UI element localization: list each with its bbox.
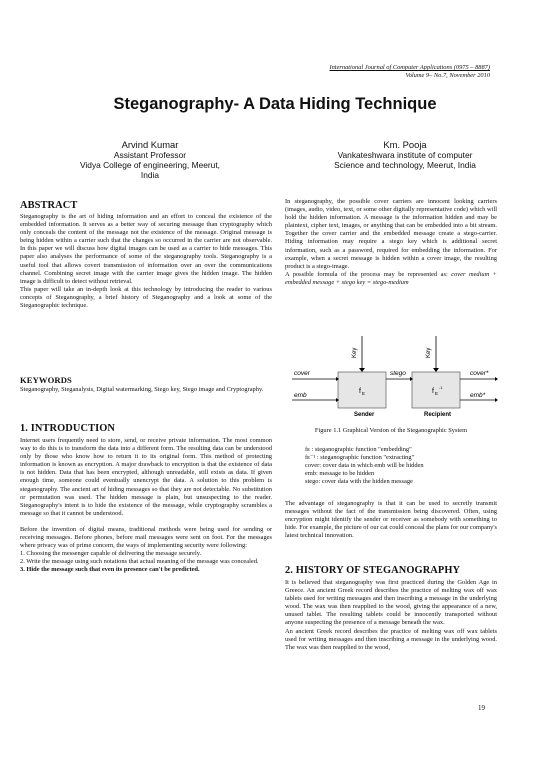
right-intro [285, 198, 497, 287]
def-cover: cover: cover data in which emb will be hidden [305, 462, 424, 470]
key-label-left: Key [352, 347, 358, 358]
extracting-box [412, 372, 460, 408]
keywords-text: Steganography, Steganalysis, Digital watermarking, Stego key, Stego image and Cryptography. [20, 386, 264, 393]
cover-out-label: cover* [470, 370, 489, 377]
emb-out-arrowhead [495, 398, 498, 402]
abstract-paragraph: This paper will take an in-depth look at this technology by introducing the reader to various concepts of Steganography, a brief history of Steganography and a look at some of the Steganographic technique. [20, 285, 272, 310]
author-1-affiliation: Vidya College of engineering, Meerut, India [80, 160, 220, 180]
author-1-role: Assistant Professor [113, 150, 187, 160]
fe-sub: E [362, 391, 366, 396]
sender-label: Sender [354, 412, 375, 418]
keywords-section [20, 375, 272, 394]
intro-list-item: 2. Write the message using such notations that actual meaning of the message was concealed. [20, 558, 259, 566]
cover-out-arrowhead [495, 377, 498, 381]
history-paragraph: An ancient Greek record describes the practice of melting wax off wax tablets used for writing messages and then inscribing a message in the underlying wood. The wax was then reapplied to the wood, [285, 627, 497, 651]
def-fe-inverse: fᴇ⁻¹ : steganographic function "extracting" [305, 454, 415, 462]
advantage-paragraph: The advantage of steganography is that it can be used to secretly transmit messages without the fact of the transmission being discovered. Often, using encryption might identify the sender or receiver as somebody with something to hide. For example, the picture of our cat could conceal the plans for our company's latest technical innovation. [285, 500, 497, 540]
abstract-section [20, 200, 272, 310]
keywords-heading: KEYWORDS [20, 375, 72, 385]
intro-paragraph: Before the invention of digital means, traditional methods were being used for sending or receiving messages. Before phones, before mail messages were sent on foot. For the messages where privacy was of prime concern, the ways of implementing security were following: [20, 525, 272, 550]
author-2-role: Vankateshwara institute of computer [337, 150, 473, 160]
abstract-paragraph: Steganography is the art of hiding information and an effort to conceal the existence of the embedded information. It serves as a better way of securing message than cryptography which only conceals the content of the message not the existence of the message. Original message is being hidden within a carrier such that the changes so occurred in the carrier are not observable. In this paper we will discuss how digital images can be used as a carrier to hide messages. This paper also analyses the performance of some of the steganography tools. Steganography is a useful tool that allows covert transmission of information over an over the communications channel. Combining secret image with the carrier image gives the hidden image. The hidden image is difficult to detect without retrieval. [20, 213, 272, 285]
journal-header [329, 64, 490, 80]
intro-list-item: 1. Choosing the messenger capable of delivering the message securely. [20, 550, 202, 558]
recipient-label: Recipient [424, 412, 452, 418]
author-1-name: Arvind Kumar [121, 139, 179, 150]
author-1 [70, 140, 230, 180]
journal-name: International Journal of Computer Applications (0975 – 8887) [329, 64, 490, 71]
introduction-heading: 1. INTRODUCTION [20, 423, 116, 434]
paper-title: Steganography- A Data Hiding Technique [113, 95, 437, 113]
stego-system-figure [290, 328, 500, 418]
def-stego: stego: cover data with the hidden message [305, 478, 413, 486]
fd-sup: -1 [439, 385, 443, 390]
fd-sub: E [435, 391, 439, 396]
def-fe: fᴇ : steganographic function "embedding" [305, 446, 412, 453]
def-emb: emb: message to be hidden [305, 470, 375, 478]
formula-lead: A possible formula of the process may be represented as: [285, 270, 448, 278]
formula [285, 271, 497, 287]
author-2 [320, 140, 490, 170]
key-label-right: Key [426, 347, 432, 358]
intro-paragraph: Internet users frequently need to store, send, or receive private information. The most common way to do this is to transform the data into a different form. The resulting data can be understood only by those who know how to return it to its original form. This method of protecting information is known as encryption. A major drawback to encryption is that the existence of data is not hidden. Data that has been encrypted, although unreadable, still exists as data. If given enough time, someone could eventually unencrypt the data. A solution to this problem is steganography. The ancient art of hiding messages so that they are not detectable. No substitution or permutation was used. The hidden message is plain, but unsuspecting to the reader. Steganography's intent is to hide the existence of the message, while cryptography scrambles a message so that it cannot be understood. [20, 437, 272, 517]
emb-out-label: emb* [470, 392, 486, 399]
intro-list-item-bold: 3. Hide the message such that even its presence can't be predicted. [20, 566, 200, 574]
history-section [285, 565, 497, 652]
embedding-box [338, 372, 386, 408]
history-heading: 2. HISTORY OF STEGANOGRAPHY [285, 565, 461, 576]
introduction-section [20, 423, 272, 575]
abstract-heading: ABSTRACT [20, 200, 78, 211]
journal-volume: Volume 9– No.7, November 2010 [405, 72, 490, 79]
history-body [285, 579, 497, 652]
introduction-body [20, 437, 272, 575]
page-number: 19 [478, 704, 485, 712]
fe-label: f [359, 388, 361, 395]
cover-label: cover [294, 370, 310, 377]
fd-label: f [432, 388, 434, 395]
stego-label: stego [390, 370, 406, 377]
abstract-body [20, 213, 272, 310]
figure-definitions [305, 446, 495, 486]
emb-label: emb [294, 392, 307, 399]
right-intro-paragraph: In steganography, the possible cover carriers are innocent looking carriers (images, audio, video, text, or some other digitally representative code) which will hold the hidden information. A message is the information hidden and may be plaintext, cipher text, images, or anything that can be embedded into a bit stream. Together the cover carrier and the embedded message create a stego-carrier. Hiding information may require a stego key which is additional secret information, such as a password, required for embedding the information. For example, when a secret message is hidden within a cover image, the resulting product is a stego-image. [285, 198, 497, 270]
formula-expr: cover medium + embedded message + stego key = stego-medium [285, 270, 497, 286]
key-arrowhead-left [359, 368, 365, 372]
history-paragraph: It is believed that steganography was first practiced during the Golden Age in Greece. An ancient Greek record describes the practice of melting wax off wax tablets used for writing messages and then inscribing a message in the underlying wood. The wax was then reapplied to the wood, giving the appearance of a new, unused tablet. The resulting tablets could be innocently transported without anyone suspecting the presence of a message beneath the wax. [285, 579, 497, 627]
figure-caption: Figure 1.1 Graphical Version of the Steganographic System [314, 427, 468, 434]
key-arrowhead-right [433, 368, 439, 372]
author-2-name: Km. Pooja [383, 139, 427, 150]
author-2-affiliation: Science and technology, Meerut, India [334, 160, 476, 170]
